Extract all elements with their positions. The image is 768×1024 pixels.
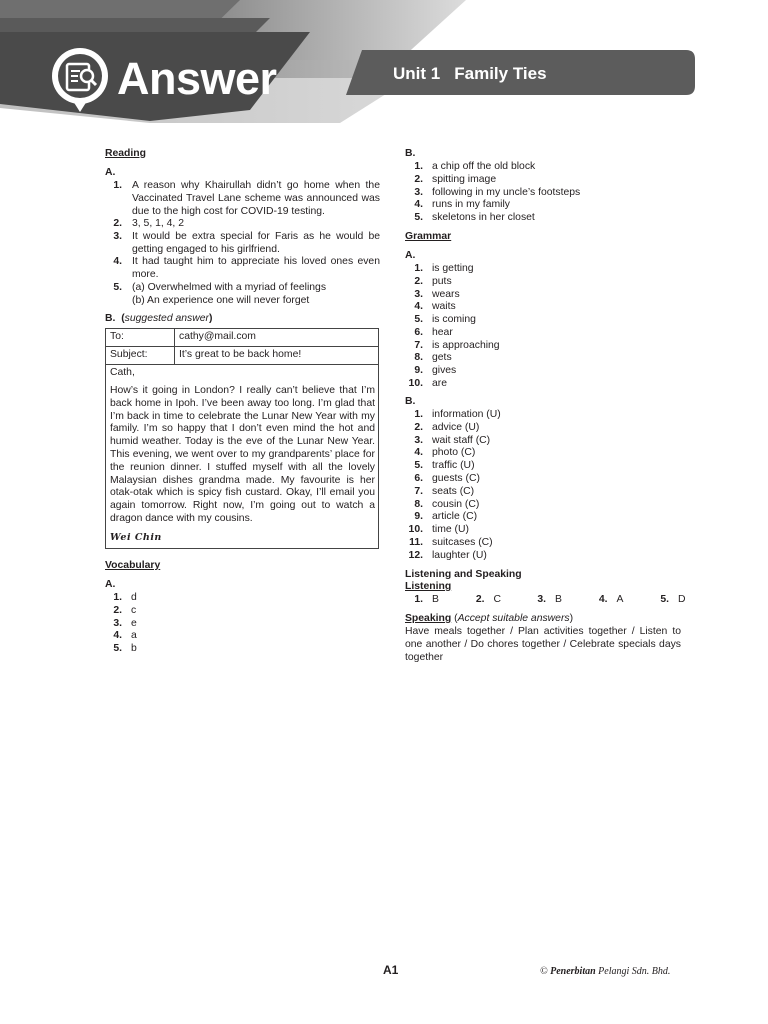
reading-a-item-1-number: 1. — [113, 180, 122, 191]
reading-part-a-label: A. — [105, 167, 116, 178]
grammar-b-item-4-text: photo (C) — [432, 447, 476, 459]
grammar-a-item-7-number: 7. — [414, 339, 423, 351]
publisher-name-rest: Pelangi Sdn. Bhd. — [598, 966, 671, 977]
speaking-heading: Speaking — [405, 613, 452, 624]
answer-search-icon — [49, 46, 111, 112]
reading-part-b-letter: B. — [105, 313, 116, 324]
grammar-b-item-10-text: time (U) — [432, 524, 469, 536]
email-signature: Wei Chin — [110, 532, 162, 543]
vocabulary-a-item-1-text: d — [131, 592, 137, 603]
vocabulary-a-item-2-number: 2. — [113, 604, 122, 616]
listening-item-4-number: 4. — [598, 594, 608, 605]
unit-number: Unit 1 — [393, 64, 441, 83]
publisher-name-bold: Penerbitan — [550, 966, 596, 977]
reading-a-item-1-text: A reason why Khairullah didn’t go home when the Vaccinated Travel Lane scheme was announced was due to the high cost for COVID-19 testing. — [132, 180, 380, 217]
listening-heading: Listening — [405, 581, 452, 592]
reading-a-item-2-number: 2. — [113, 218, 122, 229]
grammar-part-b-label: B. — [405, 396, 416, 407]
vocabulary-a-item-5-number: 5. — [113, 643, 122, 655]
copyright-notice — [540, 966, 670, 979]
grammar-b-item-2-number: 2. — [414, 421, 423, 433]
reading-part-b-note: suggested answer — [124, 313, 209, 324]
grammar-a-item-6-text: hear — [432, 326, 453, 338]
vocabulary-part-a-label: A. — [105, 579, 116, 590]
section-heading-reading: Reading — [105, 148, 146, 159]
vocabulary-b-item-1-text: a chip off the old block — [432, 161, 536, 172]
reading-a-item-5-number: 5. — [113, 282, 122, 293]
grammar-b-item-5-text: traffic (U) — [432, 460, 475, 472]
reading-part-b-note-close: ) — [209, 313, 213, 324]
email-to-value: cathy@mail.com — [179, 331, 256, 342]
grammar-b-item-1-number: 1. — [414, 409, 423, 420]
vocabulary-a-item-3-number: 3. — [113, 617, 122, 629]
section-heading-vocabulary: Vocabulary — [105, 560, 161, 571]
grammar-b-item-9-number: 9. — [414, 511, 423, 523]
email-column-divider — [174, 329, 175, 364]
reading-a-item-3-number: 3. — [113, 231, 122, 242]
email-divider-1 — [106, 346, 378, 347]
vocabulary-b-item-1-number: 1. — [414, 161, 423, 172]
listening-item-1-answer: B — [432, 594, 439, 605]
vocabulary-b-item-4-text: runs in my family — [432, 199, 510, 211]
vocabulary-b-item-3-number: 3. — [414, 186, 423, 198]
grammar-b-item-6-text: guests (C) — [432, 473, 480, 484]
grammar-a-item-5-number: 5. — [414, 314, 423, 325]
listening-item-2-number: 2. — [475, 594, 485, 605]
speaking-note-open: ( — [454, 613, 458, 624]
grammar-b-item-7-text: seats (C) — [432, 485, 475, 497]
grammar-a-item-10-number: 10. — [408, 377, 423, 389]
grammar-b-item-2-text: advice (U) — [432, 421, 480, 433]
grammar-a-item-10-text: are — [432, 377, 448, 389]
speaking-answer-text: Have meals together / Plan activities together / Listen to one another / Do chores together / Celebrate specials days together — [405, 626, 681, 663]
listening-item-5-answer: D — [678, 594, 686, 605]
vocabulary-a-item-3-text: e — [131, 617, 137, 629]
vocabulary-b-item-2-number: 2. — [414, 173, 423, 185]
reading-part-b-note-open: ( — [121, 313, 125, 324]
grammar-a-item-8-text: gets — [432, 352, 452, 364]
grammar-b-item-9-text: article (C) — [432, 511, 478, 523]
speaking-note: Accept suitable answers — [457, 613, 570, 624]
reading-part-b-label — [105, 313, 212, 326]
vocabulary-a-item-2-text: c — [131, 604, 137, 616]
vocabulary-a-item-4-number: 4. — [113, 630, 122, 642]
section-heading-grammar: Grammar — [405, 231, 452, 242]
grammar-a-item-1-number: 1. — [414, 263, 423, 274]
page-title: Answer — [117, 53, 277, 104]
grammar-a-item-7-text: is approaching — [432, 339, 500, 351]
grammar-a-item-2-text: puts — [432, 275, 452, 287]
grammar-a-item-2-number: 2. — [414, 275, 423, 287]
grammar-b-item-8-text: cousin (C) — [432, 498, 480, 510]
header-banner — [0, 0, 768, 125]
vocabulary-b-item-4-number: 4. — [414, 199, 423, 211]
email-to-label: To: — [110, 331, 124, 342]
grammar-b-item-10-number: 10. — [408, 524, 423, 536]
email-subject-value: It’s great to be back home! — [179, 349, 302, 360]
speaking-heading-line — [405, 613, 573, 626]
grammar-b-item-5-number: 5. — [414, 460, 423, 472]
listening-item-5-number: 5. — [660, 594, 669, 605]
vocabulary-a-item-1-number: 1. — [113, 592, 122, 603]
vocabulary-a-item-5-text: b — [131, 643, 137, 655]
grammar-b-item-7-number: 7. — [414, 485, 423, 497]
grammar-a-item-4-text: waits — [432, 301, 456, 313]
reading-a-item-4-number: 4. — [113, 256, 122, 267]
reading-a-item-5b-text: (b) An experience one will never forget — [132, 295, 310, 306]
grammar-b-item-12-text: laughter (U) — [432, 549, 487, 561]
grammar-a-item-6-number: 6. — [414, 326, 423, 338]
grammar-a-item-3-number: 3. — [414, 288, 423, 300]
listening-item-3-number: 3. — [537, 594, 546, 605]
section-heading-listening-speaking: Listening and Speaking — [405, 569, 522, 580]
grammar-a-item-8-number: 8. — [414, 352, 423, 364]
vocabulary-b-item-5-text: skeletons in her closet — [432, 212, 535, 224]
vocabulary-b-item-2-text: spitting image — [432, 173, 497, 185]
email-body: How’s it going in London? I really can’t believe that I’m back home in Ipoh. I’ve been away too long. I’m glad that I’m back in time to celebrate the Lunar New Year with my family. I’m so happy that I don’t even mind the hot and humid weather. Today is the eve of the Lunar New Year. This evening, we went over to my grandparents’ place for the reunion dinner. I stuffed myself with all the lovely Malaysian dishes grandma made. My favourite is her otak-otak which is spicy fish custard. Okay, I’ll email you again tomorrow. Right now, I’m going out to watch a dragon dance with my cousins. — [110, 385, 375, 524]
grammar-a-item-3-text: wears — [432, 288, 460, 300]
copyright-symbol: © — [540, 966, 548, 977]
grammar-part-a-label: A. — [405, 250, 416, 261]
grammar-b-item-6-number: 6. — [414, 473, 423, 484]
listening-item-3-answer: B — [555, 594, 562, 605]
reading-a-item-5a-text: (a) Overwhelmed with a myriad of feelings — [132, 282, 327, 293]
page-number: A1 — [383, 963, 399, 977]
listening-item-1-number: 1. — [414, 594, 423, 605]
email-answer-box — [105, 328, 379, 549]
vocabulary-b-item-5-number: 5. — [414, 212, 423, 224]
listening-item-4-answer: A — [616, 594, 624, 605]
listening-item-2-answer: C — [493, 594, 502, 605]
grammar-a-item-1-text: is getting — [432, 263, 474, 274]
grammar-b-item-4-number: 4. — [414, 447, 423, 459]
grammar-b-item-11-number: 11. — [409, 537, 423, 548]
grammar-b-item-8-number: 8. — [414, 498, 423, 510]
email-subject-label: Subject: — [110, 349, 148, 360]
reading-a-item-2-text: 3, 5, 1, 4, 2 — [132, 218, 184, 229]
reading-a-item-3-text: It would be extra special for Faris as he would be getting engaged to his girlfriend. — [132, 231, 380, 255]
grammar-b-item-12-number: 12. — [408, 549, 423, 561]
vocabulary-a-item-4-text: a — [131, 630, 137, 642]
grammar-b-item-3-number: 3. — [414, 434, 423, 446]
grammar-a-item-5-text: is coming — [432, 314, 476, 325]
grammar-b-item-11-text: suitcases (C) — [432, 537, 493, 548]
reading-a-item-4-text: It had taught him to appreciate his loved ones even more. — [132, 256, 380, 280]
vocabulary-b-item-3-text: following in my uncle’s footsteps — [432, 186, 581, 198]
unit-name: Family Ties — [454, 64, 547, 83]
speaking-note-close: ) — [569, 613, 574, 624]
grammar-a-item-9-text: gives — [432, 365, 457, 376]
vocabulary-part-b-label: B. — [405, 148, 416, 159]
grammar-b-item-1-text: information (U) — [432, 409, 501, 420]
grammar-a-item-4-number: 4. — [414, 301, 423, 313]
unit-title — [393, 63, 547, 85]
email-greeting: Cath, — [110, 367, 135, 378]
email-divider-2 — [106, 364, 378, 365]
grammar-a-item-9-number: 9. — [414, 365, 423, 376]
grammar-b-item-3-text: wait staff (C) — [432, 434, 491, 446]
